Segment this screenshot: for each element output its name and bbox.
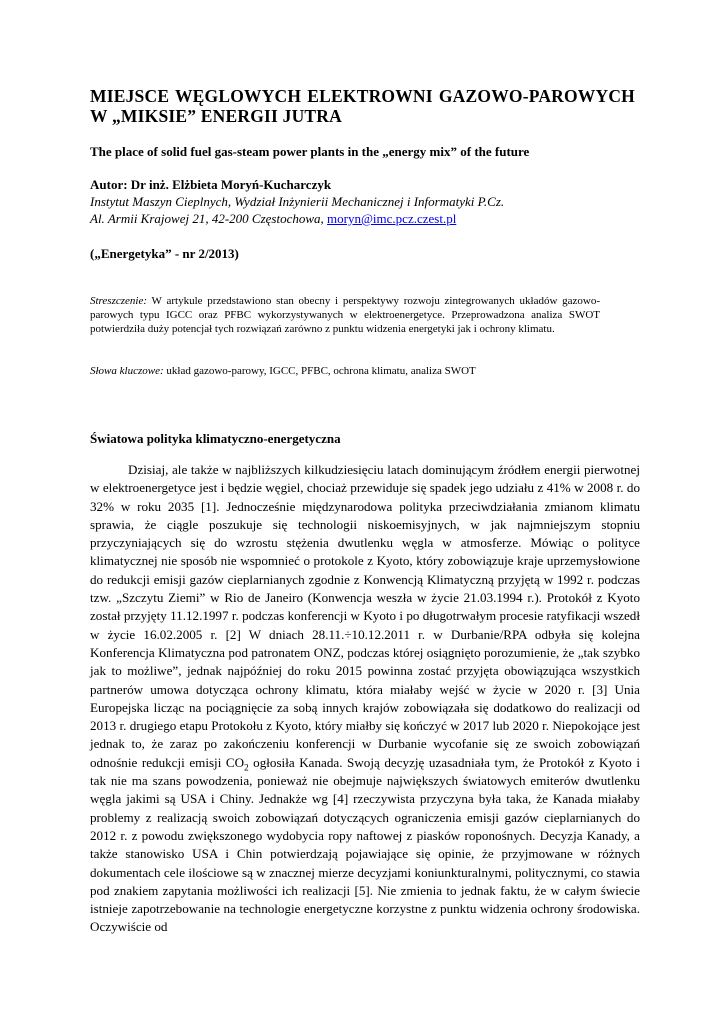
paper-title: MIEJSCE WĘGLOWYCH ELEKTROWNI GAZOWO-PAROWYCH W „MIKSIE” ENERGII JUTRA: [90, 86, 635, 126]
address: [90, 210, 650, 227]
keywords-text: układ gazowo-parowy, IGCC, PFBC, ochrona klimatu, analiza SWOT: [163, 365, 476, 377]
section-heading: Światowa polityka klimatyczno-energetyczna: [90, 431, 341, 446]
body-paragraph: [90, 461, 640, 937]
body-text-part2: ogłosiła Kanada. Swoją decyzję uzasadniała tym, że Protokół z Kyoto i tak nie ma szans powodzenia, ponieważ nie obejmuje największych światowych emiterów dwutlenku węgla jakimi są USA i Chiny. Jednakże wg [4] rzeczywista przyczyna była taka, że Kanada miałaby problemy z realizacją swoich zobowiązań dotyczących ograniczenia emisji gazów cieplarnianych do 2012 r. z powodu zwiększonego wydobycia ropy naftowej z piasków roponośnych. Decyzja Kanady, a także stanowisko USA i Chin potwierdzają pojawiające się opinie, że przyjmowane w różnych dokumentach cele ilościowe są w znacznej mierze decyzjami koniunkturalnymi, politycznymi, co stawia pod znakiem zapytania możliwości ich realizacji [5]. Nie zmienia to jednak faktu, że w całym świecie istnieje zapotrzebowanie na technologie energetyczne korzystne z punktu widzenia ochrony środowiska. Oczywiście od: [90, 754, 640, 935]
author-name: Autor: Dr inż. Elżbieta Moryń-Kucharczyk: [90, 177, 332, 192]
paper-subtitle: The place of solid fuel gas-steam power plants in the „energy mix” of the future: [90, 144, 530, 159]
keywords: [90, 364, 600, 378]
keywords-label: Słowa kluczowe:: [90, 365, 164, 377]
co2-subscript: 2: [244, 762, 249, 773]
institute: Instytut Maszyn Cieplnych, Wydział Inżynierii Mechanicznej i Informatyki P.Cz.: [90, 194, 505, 209]
address-text: Al. Armii Krajowej 21, 42-200 Częstochowa,: [90, 211, 328, 226]
abstract: [90, 294, 600, 336]
journal-reference: („Energetyka” - nr 2/2013): [90, 246, 239, 261]
email-link[interactable]: moryn@imc.pcz.czest.pl: [327, 211, 457, 226]
abstract-label: Streszczenie:: [90, 295, 148, 307]
abstract-text: W artykule przedstawiono stan obecny i perspektywy rozwoju zintegrowanych układów gazowo-parowych typu IGCC oraz PFBC wykorzystywanych w elektroenergetyce. Przeprowadzona analiza SWOT potwierdziła duży potencjał tych rozwiązań zarówno z punktu widzenia energetyki jak i ochrony klimatu.: [90, 295, 600, 335]
author-block: [90, 176, 650, 227]
body-text-part1: Dzisiaj, ale także w najbliższych kilkudziesięciu latach dominującym źródłem energii pierwotnej w elektroenergetyce jest i będzie węgiel, chociaż przewiduje się spadek jego udziału z 41% w 2008 r. do 32% w roku 2035 [1]. Jednocześnie międzynarodowa polityka przeciwdziałania zmianom klimatu sprawia, że ciągle poszukuje się technologii niskoemisyjnych, w jak najmniejszym stopniu przyczyniających się do wzrostu stężenia dwutlenku węgla w atmosferze. Mówiąc o polityce klimatycznej nie sposób nie wspomnieć o protokole z Kyoto, który zobowiązuje kraje uprzemysłowione do redukcji emisji gazów cieplarnianych zgodnie z Konwencją Klimatyczną przyjętą w 1992 r. podczas tzw. „Szczytu Ziemi” w Rio de Janeiro (Konwencja weszła w życie 21.03.1994 r.). Protokół z Kyoto został przyjęty 11.12.1997 r. podczas konferencji w Kyoto i po długotrwałym procesie ratyfikacji wszedł w życie 16.02.2005 r. [2] W dniach 28.11.÷10.12.2011 r. w Durbanie/RPA odbyła się kolejna Konferencja Klimatyczna pod patronatem ONZ, podczas której osiągnięto porozumienie, że „tak szybko jak to możliwe”, jednak najpóźniej do roku 2015 powinna zostać przyjęta obowiązująca wszystkich partnerów umowa dotycząca ochrony klimatu, która miałaby wejść w życie w 2020 r. [3] Unia Europejska licząc na pociągnięcie za sobą innych krajów zobowiązała się dodatkowo do realizacji od 2013 r. drugiego etapu Protokołu z Kyoto, który miałby się kończyć w 2017 lub 2020 r. Niepokojące jest jednak to, że zaraz po zakończeniu konferencji w Durbanie wycofanie się ze swoich zobowiązań odnośnie redukcji emisji CO: [90, 462, 640, 770]
